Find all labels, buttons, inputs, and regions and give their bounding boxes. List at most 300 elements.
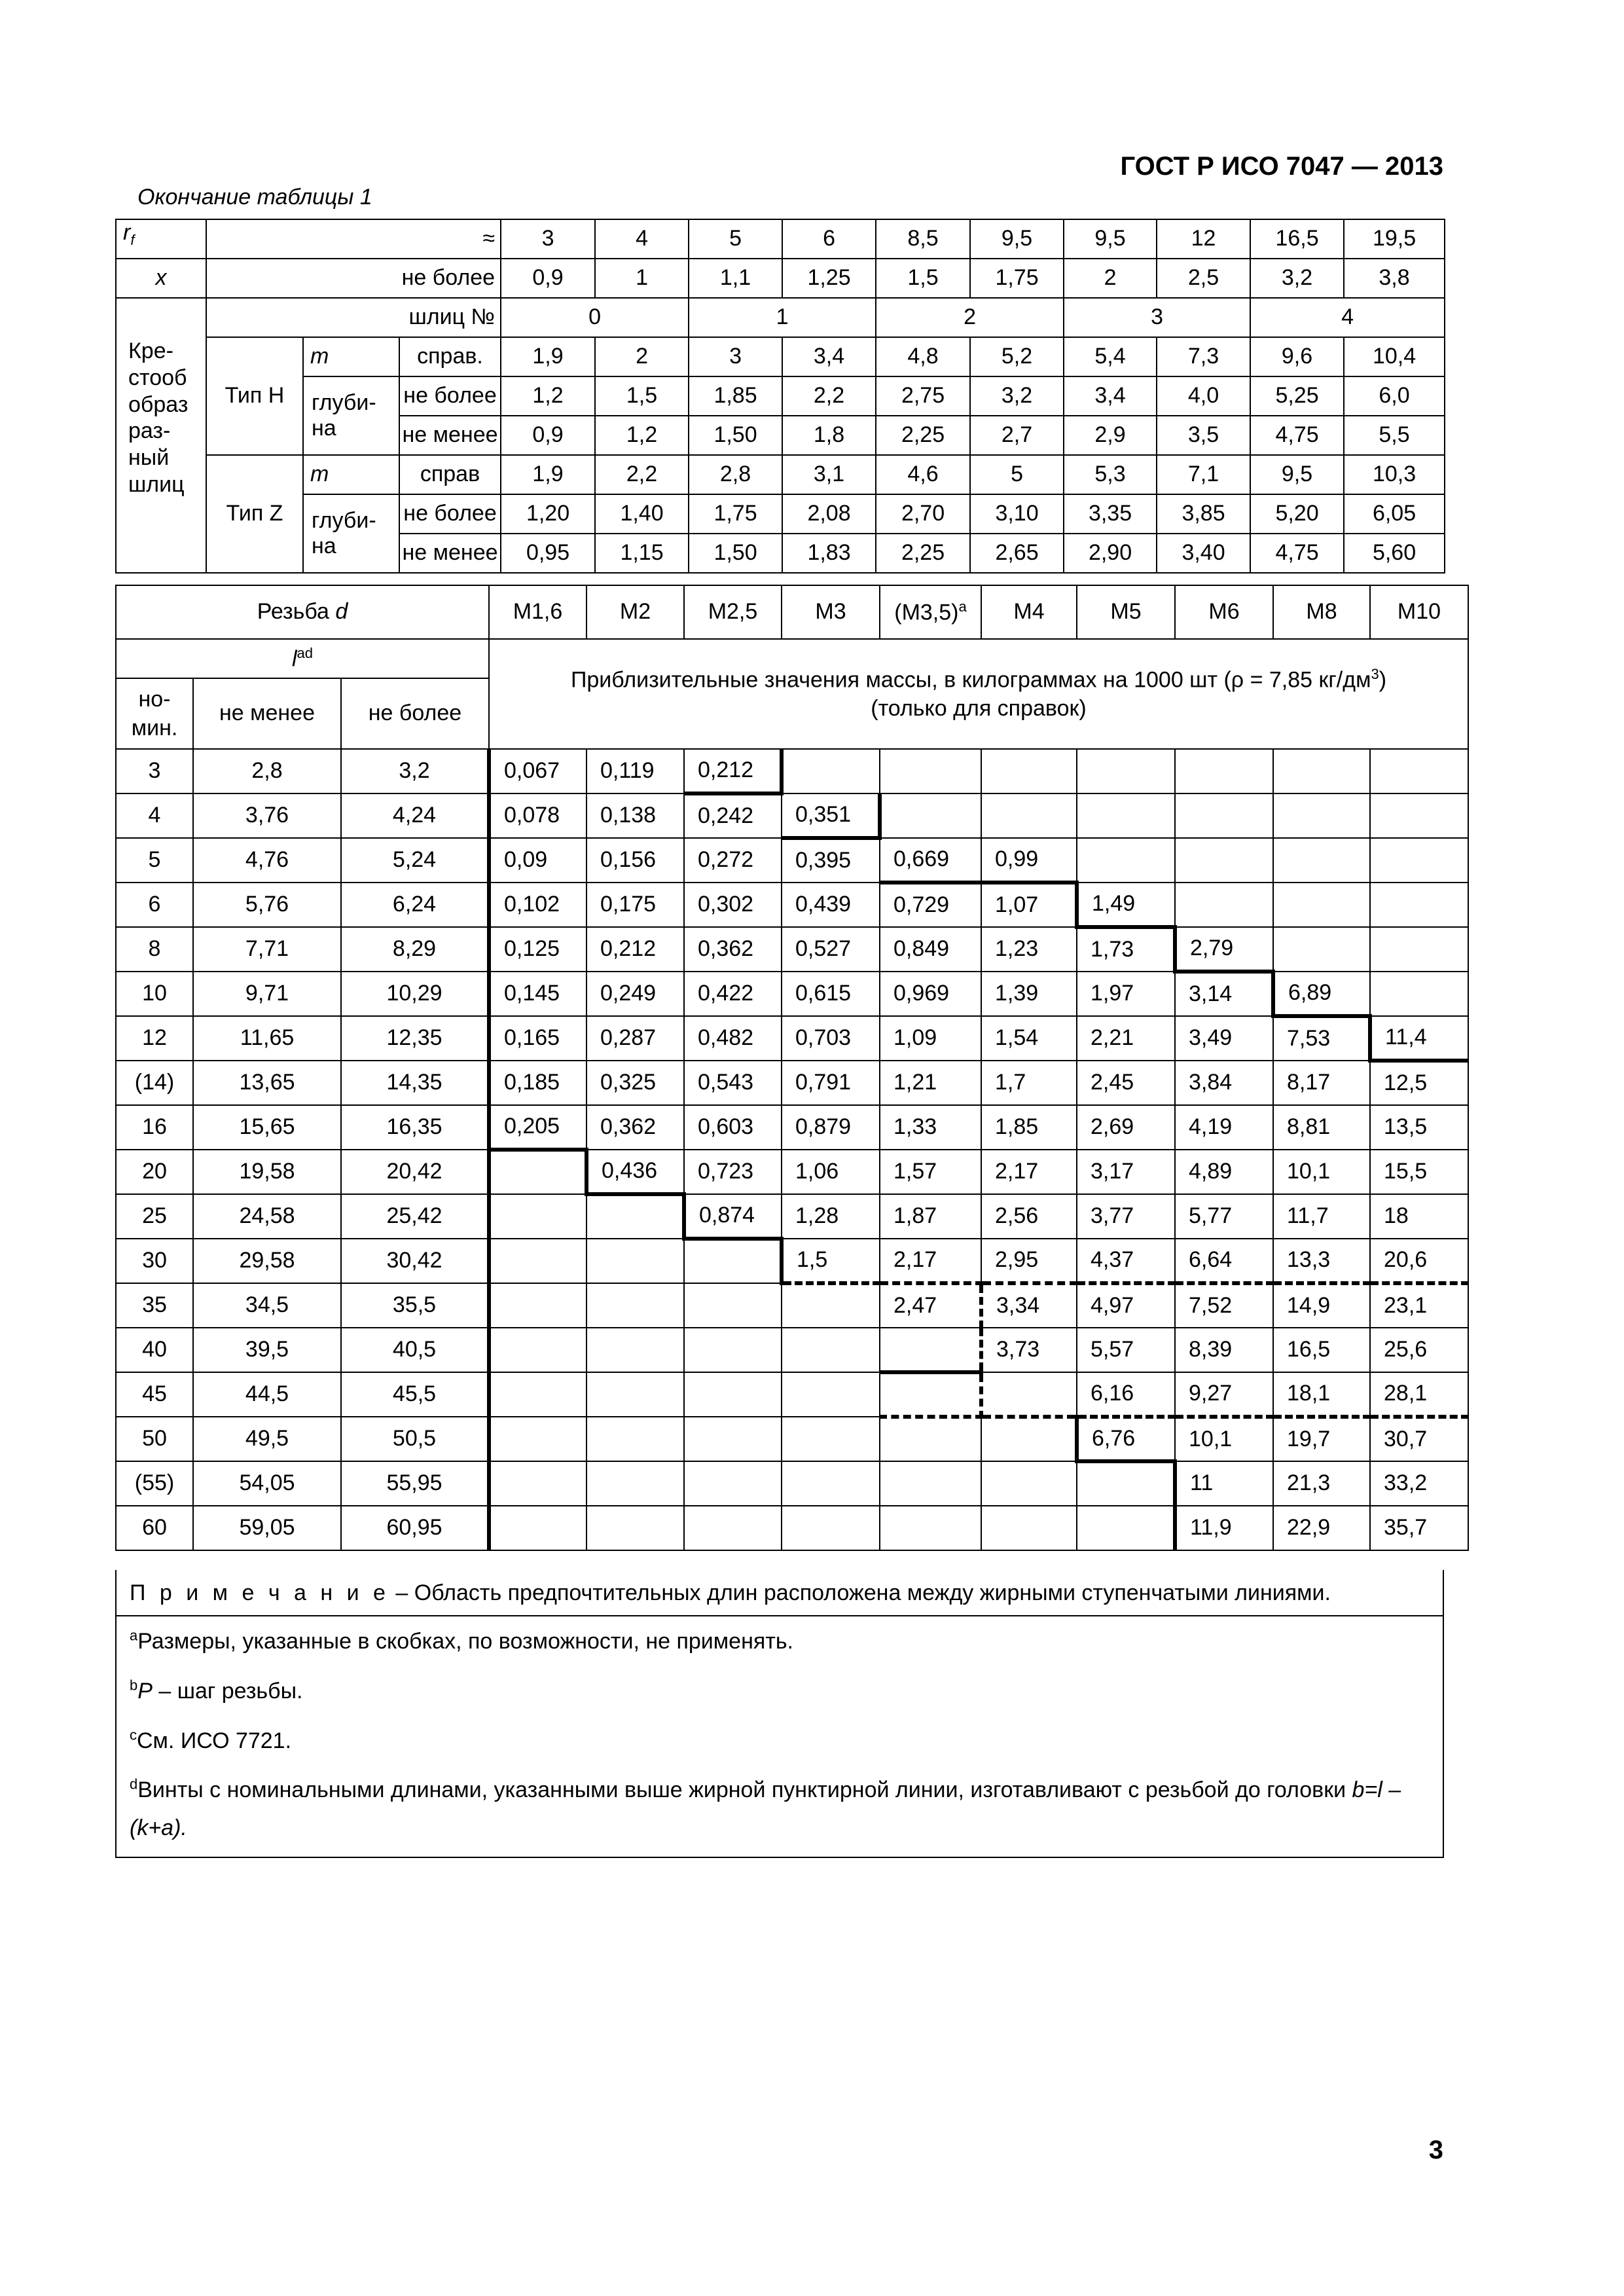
mass-value xyxy=(684,1372,782,1417)
mass-value: 0,102 xyxy=(489,883,586,927)
h-m-value: 3,4 xyxy=(782,337,876,376)
mass-value: 9,27 xyxy=(1175,1372,1273,1417)
mass-value xyxy=(489,1194,586,1239)
mass-value: 2,45 xyxy=(1077,1061,1175,1105)
mass-value: 0,185 xyxy=(489,1061,586,1105)
h-depth-min: 2,9 xyxy=(1064,416,1157,455)
h-m-value: 3 xyxy=(689,337,782,376)
h-depth-max: 1,85 xyxy=(689,376,782,416)
mass-value: 0,436 xyxy=(586,1150,684,1194)
mass-value: 0,969 xyxy=(880,972,981,1016)
h-depth-max: 3,4 xyxy=(1064,376,1157,416)
mass-value: 15,5 xyxy=(1370,1150,1468,1194)
z-depth-min: 3,40 xyxy=(1157,534,1250,573)
mass-value: 2,69 xyxy=(1077,1105,1175,1150)
mass-value xyxy=(1077,749,1175,793)
mass-value: 0,078 xyxy=(489,793,586,838)
rf-value: 19,5 xyxy=(1344,219,1445,259)
mass-value: 0,249 xyxy=(586,972,684,1016)
z-m-value: 1,9 xyxy=(501,455,595,494)
mass-value xyxy=(1077,838,1175,883)
x-row xyxy=(116,259,1445,298)
mass-value xyxy=(880,1461,981,1506)
min-length: 11,65 xyxy=(193,1016,341,1061)
z-m-value: 2,2 xyxy=(595,455,689,494)
mass-value: 1,21 xyxy=(880,1061,981,1105)
mass-value: 2,21 xyxy=(1077,1016,1175,1061)
max-length: 3,2 xyxy=(341,749,489,793)
mass-value xyxy=(586,1194,684,1239)
mass-value: 0,119 xyxy=(586,749,684,793)
z-depth-max: 3,85 xyxy=(1157,494,1250,534)
mass-value: 18,1 xyxy=(1273,1372,1370,1417)
nominal-length: 6 xyxy=(116,883,193,927)
mass-value xyxy=(880,1372,981,1417)
x-value: 1,25 xyxy=(782,259,876,298)
mass-value: 8,39 xyxy=(1175,1328,1273,1372)
thread-size: М10 xyxy=(1370,585,1468,639)
mass-value: 20,6 xyxy=(1370,1239,1468,1283)
mass-value xyxy=(981,749,1077,793)
mass-value xyxy=(1370,793,1468,838)
mass-value: 33,2 xyxy=(1370,1461,1468,1506)
mass-value: 1,06 xyxy=(782,1150,880,1194)
table-row xyxy=(116,1461,1468,1506)
x-qualifier: не более xyxy=(206,259,501,298)
z-depth-max: 6,05 xyxy=(1344,494,1445,534)
max-length: 35,5 xyxy=(341,1283,489,1328)
min-length: 5,76 xyxy=(193,883,341,927)
mass-value: 0,145 xyxy=(489,972,586,1016)
recess-number: 1 xyxy=(689,298,876,337)
h-depth-max: 4,0 xyxy=(1157,376,1250,416)
mass-value: 11 xyxy=(1175,1461,1273,1506)
mass-value xyxy=(489,1150,586,1194)
z-depth-min: 1,15 xyxy=(595,534,689,573)
z-depth-max: 2,70 xyxy=(876,494,970,534)
mass-value xyxy=(586,1239,684,1283)
thread-header-row xyxy=(116,585,1468,639)
table-row xyxy=(116,1105,1468,1150)
min-length: 19,58 xyxy=(193,1150,341,1194)
mass-value: 30,7 xyxy=(1370,1417,1468,1461)
table-caption: Окончание таблицы 1 xyxy=(137,185,372,210)
thread-size: М2,5 xyxy=(684,585,782,639)
depth-label: глуби- на xyxy=(303,494,399,573)
mass-value xyxy=(684,1283,782,1328)
mass-value: 1,33 xyxy=(880,1105,981,1150)
z-depth-max: 1,40 xyxy=(595,494,689,534)
table-row xyxy=(116,838,1468,883)
mass-value: 18 xyxy=(1370,1194,1468,1239)
mass-value xyxy=(1175,883,1273,927)
mass-value: 1,39 xyxy=(981,972,1077,1016)
thread-size: $(М3,5)^a$ xyxy=(880,585,981,639)
mass-value: 0,175 xyxy=(586,883,684,927)
min-length: 54,05 xyxy=(193,1461,341,1506)
thread-size: М4 xyxy=(981,585,1077,639)
mass-value: 3,14 xyxy=(1175,972,1273,1016)
mass-value xyxy=(880,1328,981,1372)
min-length: 44,5 xyxy=(193,1372,341,1417)
z-m-value: 7,1 xyxy=(1157,455,1250,494)
mass-value: 0,603 xyxy=(684,1105,782,1150)
h-m-value: 5,4 xyxy=(1064,337,1157,376)
min-length: 34,5 xyxy=(193,1283,341,1328)
mass-value: 0,703 xyxy=(782,1016,880,1061)
nominal-length: 45 xyxy=(116,1372,193,1417)
mass-value xyxy=(1273,749,1370,793)
z-m-value: 5,3 xyxy=(1064,455,1157,494)
mass-value: 1,54 xyxy=(981,1016,1077,1061)
mass-value xyxy=(782,1461,880,1506)
mass-value xyxy=(782,1506,880,1550)
z-depth-min: 2,65 xyxy=(970,534,1064,573)
nominal-length: 4 xyxy=(116,793,193,838)
mass-value: 3,17 xyxy=(1077,1150,1175,1194)
mass-value: 1,97 xyxy=(1077,972,1175,1016)
h-depth-max: 5,25 xyxy=(1250,376,1344,416)
mass-value: 0,325 xyxy=(586,1061,684,1105)
nominal-length: 5 xyxy=(116,838,193,883)
max-length: 40,5 xyxy=(341,1328,489,1372)
standard-code: ГОСТ Р ИСО 7047 — 2013 xyxy=(1120,152,1443,181)
mass-value: 1,7 xyxy=(981,1061,1077,1105)
h-depth-min: 1,50 xyxy=(689,416,782,455)
mass-value xyxy=(586,1461,684,1506)
min-label: не менее xyxy=(193,678,341,749)
max-label: не более xyxy=(399,376,501,416)
mass-value: 0,287 xyxy=(586,1016,684,1061)
table-row xyxy=(116,1328,1468,1372)
max-length: 16,35 xyxy=(341,1105,489,1150)
mass-value: 1,57 xyxy=(880,1150,981,1194)
rf-value: 12 xyxy=(1157,219,1250,259)
mass-value: 0,482 xyxy=(684,1016,782,1061)
mass-value xyxy=(586,1328,684,1372)
mass-value: 0,99 xyxy=(981,838,1077,883)
mass-value: 0,791 xyxy=(782,1061,880,1105)
mass-value: 7,52 xyxy=(1175,1283,1273,1328)
mass-value: 1,5 xyxy=(782,1239,880,1283)
rf-value: 3 xyxy=(501,219,595,259)
mass-value xyxy=(1175,793,1273,838)
x-value: 1,1 xyxy=(689,259,782,298)
z-m-value: 9,5 xyxy=(1250,455,1344,494)
table-row xyxy=(116,1239,1468,1283)
mass-value: 25,6 xyxy=(1370,1328,1468,1372)
table-row xyxy=(116,1506,1468,1550)
mass-value xyxy=(1370,972,1468,1016)
mass-value xyxy=(1370,927,1468,972)
mass-value: 4,37 xyxy=(1077,1239,1175,1283)
mass-value: 28,1 xyxy=(1370,1372,1468,1417)
mass-value: 23,1 xyxy=(1370,1283,1468,1328)
thread-label: Резьба d xyxy=(116,585,489,639)
page-number: 3 xyxy=(1428,2136,1443,2164)
mass-value: 1,49 xyxy=(1077,883,1175,927)
h-depth-min: 1,2 xyxy=(595,416,689,455)
h-depth-max: 2,2 xyxy=(782,376,876,416)
mass-value: 2,47 xyxy=(880,1283,981,1328)
max-length: 25,42 xyxy=(341,1194,489,1239)
mass-value xyxy=(1077,1461,1175,1506)
mass-value: 1,23 xyxy=(981,927,1077,972)
mass-value: 1,09 xyxy=(880,1016,981,1061)
mass-value: 3,49 xyxy=(1175,1016,1273,1061)
rf-value: 6 xyxy=(782,219,876,259)
footnote-c: $^c$См. ИСО 7721. xyxy=(130,1726,292,1753)
mass-table xyxy=(115,585,1469,1551)
max-length: 45,5 xyxy=(341,1372,489,1417)
mass-value: 11,7 xyxy=(1273,1194,1370,1239)
mass-value xyxy=(489,1461,586,1506)
mass-value xyxy=(981,793,1077,838)
mass-value xyxy=(586,1283,684,1328)
mass-value: 13,3 xyxy=(1273,1239,1370,1283)
mass-value xyxy=(981,1372,1077,1417)
mass-value: 0,09 xyxy=(489,838,586,883)
min-label: не менее xyxy=(399,416,501,455)
nominal-length: (14) xyxy=(116,1061,193,1105)
mass-value xyxy=(1175,749,1273,793)
mass-value: 0,242 xyxy=(684,793,782,838)
table-row xyxy=(116,927,1468,972)
rf-value: 9,5 xyxy=(1064,219,1157,259)
h-depth-min: 3,5 xyxy=(1157,416,1250,455)
mass-value xyxy=(586,1372,684,1417)
mass-header: Приблизительные значения массы, в килограммах на 1000 шт (ρ = 7,85 $кг/дм^3$) (только для справок) xyxy=(489,639,1468,749)
thread-size: М2 xyxy=(586,585,684,639)
mass-value: 5,77 xyxy=(1175,1194,1273,1239)
mass-value: 8,81 xyxy=(1273,1105,1370,1150)
recess-no-label: шлиц № xyxy=(206,298,501,337)
mass-value xyxy=(489,1239,586,1283)
z-depth-max: 5,20 xyxy=(1250,494,1344,534)
mass-value: 0,302 xyxy=(684,883,782,927)
mass-value: 2,95 xyxy=(981,1239,1077,1283)
z-depth-max: 3,35 xyxy=(1064,494,1157,534)
nominal-length: 8 xyxy=(116,927,193,972)
mass-value: 3,84 xyxy=(1175,1061,1273,1105)
mass-value: 0,615 xyxy=(782,972,880,1016)
recess-number: 0 xyxy=(501,298,689,337)
max-length: 8,29 xyxy=(341,927,489,972)
mass-value xyxy=(489,1506,586,1550)
m-label: m xyxy=(303,337,399,376)
max-length: 5,24 xyxy=(341,838,489,883)
mass-value xyxy=(586,1417,684,1461)
nominal-length: 35 xyxy=(116,1283,193,1328)
mass-value: 6,89 xyxy=(1273,972,1370,1016)
rf-row xyxy=(116,219,1445,259)
mass-value: 0,723 xyxy=(684,1150,782,1194)
max-length: 4,24 xyxy=(341,793,489,838)
z-depth-max: 1,75 xyxy=(689,494,782,534)
h-depth-min: 0,9 xyxy=(501,416,595,455)
nominal-length: 20 xyxy=(116,1150,193,1194)
mass-value: 35,7 xyxy=(1370,1506,1468,1550)
nominal-length: 16 xyxy=(116,1105,193,1150)
mass-value: 0,543 xyxy=(684,1061,782,1105)
table-row xyxy=(116,1061,1468,1105)
mass-value: 1,28 xyxy=(782,1194,880,1239)
min-length: 29,58 xyxy=(193,1239,341,1283)
mass-value xyxy=(1273,883,1370,927)
mass-value xyxy=(1273,927,1370,972)
recess-group-label: Кре- стооб образ раз- ный шлиц xyxy=(116,298,206,573)
nominal-length: 60 xyxy=(116,1506,193,1550)
mass-value: 2,79 xyxy=(1175,927,1273,972)
mass-value xyxy=(684,1239,782,1283)
mass-value: 10,1 xyxy=(1273,1150,1370,1194)
z-m-value: 2,8 xyxy=(689,455,782,494)
mass-value: 0,422 xyxy=(684,972,782,1016)
table-row xyxy=(116,749,1468,793)
mass-value: 3,73 xyxy=(981,1328,1077,1372)
recess-number: 3 xyxy=(1064,298,1250,337)
mass-value xyxy=(981,1506,1077,1550)
x-value: 3,2 xyxy=(1250,259,1344,298)
x-value: 3,8 xyxy=(1344,259,1445,298)
mass-value: 6,16 xyxy=(1077,1372,1175,1417)
h-depth-max: 2,75 xyxy=(876,376,970,416)
table-row xyxy=(116,1417,1468,1461)
mass-value: 12,5 xyxy=(1370,1061,1468,1105)
min-length: 13,65 xyxy=(193,1061,341,1105)
thread-size: М3 xyxy=(782,585,880,639)
max-length: 60,95 xyxy=(341,1506,489,1550)
mass-value xyxy=(684,1461,782,1506)
rf-approx: ≈ xyxy=(206,219,501,259)
max-length: 20,42 xyxy=(341,1150,489,1194)
mass-value xyxy=(489,1417,586,1461)
table-row xyxy=(116,883,1468,927)
thread-size: М6 xyxy=(1175,585,1273,639)
table-row xyxy=(116,1194,1468,1239)
mass-value: 0,849 xyxy=(880,927,981,972)
x-value: 0,9 xyxy=(501,259,595,298)
h-depth-max: 1,2 xyxy=(501,376,595,416)
z-depth-min: 2,25 xyxy=(876,534,970,573)
mass-value: 1,85 xyxy=(981,1105,1077,1150)
mass-value: 0,362 xyxy=(586,1105,684,1150)
note-main: П р и м е ч а н и е – Область предпочтительных длин расположена между жирными ступенчатыми линиями. xyxy=(117,1570,1443,1616)
mass-value xyxy=(1370,838,1468,883)
table-row xyxy=(116,1283,1468,1328)
mass-value: 4,97 xyxy=(1077,1283,1175,1328)
x-label: x xyxy=(116,259,206,298)
z-depth-max: 2,08 xyxy=(782,494,876,534)
min-length: 9,71 xyxy=(193,972,341,1016)
max-label: не более xyxy=(399,494,501,534)
mass-value xyxy=(489,1283,586,1328)
type-z-label: Тип Z xyxy=(206,455,303,573)
mass-value: 2,56 xyxy=(981,1194,1077,1239)
footnote-a: $^a$Размеры, указанные в скобках, по возможности, не применять. xyxy=(130,1627,794,1654)
recess-number: 4 xyxy=(1250,298,1445,337)
max-length: 14,35 xyxy=(341,1061,489,1105)
max-length: 12,35 xyxy=(341,1016,489,1061)
nominal-length: 3 xyxy=(116,749,193,793)
type-h-depth-max-row xyxy=(116,376,1445,416)
mass-value: 6,64 xyxy=(1175,1239,1273,1283)
recess-dimensions-table xyxy=(115,219,1445,574)
mass-value: 0,165 xyxy=(489,1016,586,1061)
mass-value xyxy=(782,1417,880,1461)
mass-value xyxy=(1077,1506,1175,1550)
mass-value: 0,879 xyxy=(782,1105,880,1150)
h-depth-max: 3,2 xyxy=(970,376,1064,416)
min-length: 7,71 xyxy=(193,927,341,972)
mass-value: 6,76 xyxy=(1077,1417,1175,1461)
z-m-value: 5 xyxy=(970,455,1064,494)
x-value: 1,75 xyxy=(970,259,1064,298)
mass-value: 1,73 xyxy=(1077,927,1175,972)
mass-value xyxy=(489,1328,586,1372)
mass-value xyxy=(1273,838,1370,883)
mass-value xyxy=(880,1417,981,1461)
m-qualifier: справ. xyxy=(399,337,501,376)
x-value: 2,5 xyxy=(1157,259,1250,298)
mass-value xyxy=(880,1506,981,1550)
h-m-value: 4,8 xyxy=(876,337,970,376)
mass-value xyxy=(684,1417,782,1461)
h-depth-max: 6,0 xyxy=(1344,376,1445,416)
z-depth-min: 0,95 xyxy=(501,534,595,573)
mass-value: 8,17 xyxy=(1273,1061,1370,1105)
mass-value: 16,5 xyxy=(1273,1328,1370,1372)
mass-value: 0,439 xyxy=(782,883,880,927)
mass-value xyxy=(684,1328,782,1372)
z-depth-min: 1,83 xyxy=(782,534,876,573)
mass-value xyxy=(782,1328,880,1372)
mass-value: 11,9 xyxy=(1175,1506,1273,1550)
mass-value: 0,272 xyxy=(684,838,782,883)
min-length: 49,5 xyxy=(193,1417,341,1461)
mass-value: 0,362 xyxy=(684,927,782,972)
recess-number: 2 xyxy=(876,298,1064,337)
x-value: 2 xyxy=(1064,259,1157,298)
mass-value: 0,351 xyxy=(782,793,880,838)
table-row xyxy=(116,1150,1468,1194)
max-length: 6,24 xyxy=(341,883,489,927)
mass-value: 5,57 xyxy=(1077,1328,1175,1372)
mass-value xyxy=(489,1372,586,1417)
mass-value: 0,205 xyxy=(489,1105,586,1150)
mass-value: 0,156 xyxy=(586,838,684,883)
min-length: 3,76 xyxy=(193,793,341,838)
mass-value: 11,4 xyxy=(1370,1016,1468,1061)
min-length: 15,65 xyxy=(193,1105,341,1150)
max-length: 55,95 xyxy=(341,1461,489,1506)
h-m-value: 10,4 xyxy=(1344,337,1445,376)
thread-size: М5 xyxy=(1077,585,1175,639)
z-depth-min: 4,75 xyxy=(1250,534,1344,573)
x-value: 1,5 xyxy=(876,259,970,298)
mass-value xyxy=(684,1506,782,1550)
footnote-b: $^b$P – шаг резьбы. xyxy=(130,1677,303,1704)
m-label: m xyxy=(303,455,399,494)
thread-size: М1,6 xyxy=(489,585,586,639)
mass-value: 0,212 xyxy=(684,749,782,793)
thread-size: М8 xyxy=(1273,585,1370,639)
mass-value xyxy=(981,1417,1077,1461)
rf-value: 16,5 xyxy=(1250,219,1344,259)
min-label: не менее xyxy=(399,534,501,573)
rf-value: 4 xyxy=(595,219,689,259)
h-depth-min: 1,8 xyxy=(782,416,876,455)
